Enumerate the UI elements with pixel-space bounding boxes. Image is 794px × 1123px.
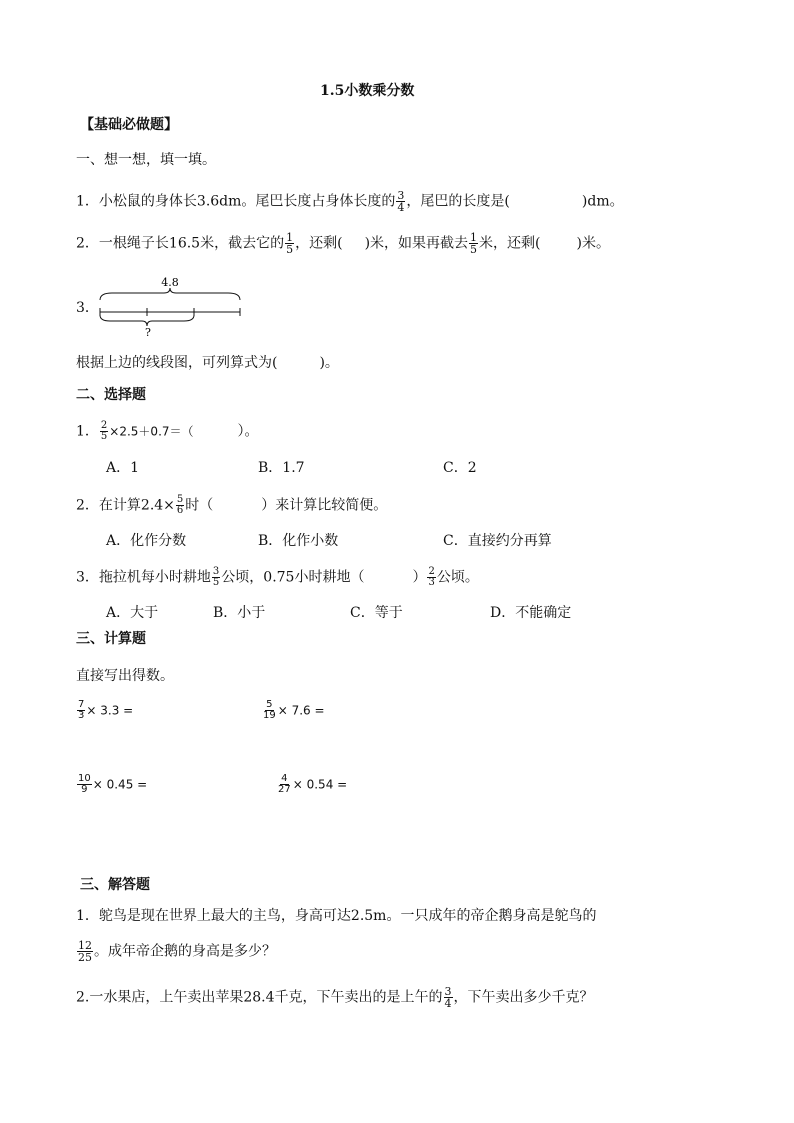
s2q3-text: 3．拖拉机每小时耕地 bbox=[76, 569, 211, 586]
s1-question1 bbox=[76, 190, 624, 213]
s1q1-text: 1．小松鼠的身体长3.6dm。尾巴长度占身体长度的 bbox=[76, 193, 396, 210]
fraction: $\frac{4}{27}$ bbox=[278, 773, 291, 795]
top-brace bbox=[100, 288, 240, 300]
s1q2-text: 2．一根绳子长16.5米，截去它的 bbox=[76, 235, 285, 252]
section3-heading: 三、计算题 bbox=[76, 631, 146, 647]
calc-expr: × 3.3 = bbox=[86, 703, 134, 718]
option-c[interactable]: C．直接约分再算 bbox=[443, 533, 552, 549]
s4-question2 bbox=[76, 986, 594, 1009]
s2q1-label: 1． bbox=[76, 423, 99, 440]
fraction: $\frac{3}{5}$ bbox=[212, 566, 220, 588]
s1q2-text-mid2: )米，如果再截去 bbox=[364, 235, 469, 252]
s1q2-text-mid1: ，还剩( bbox=[295, 235, 343, 252]
s2-question2 bbox=[76, 495, 387, 516]
calc-expr: × 0.54 = bbox=[292, 777, 348, 792]
fraction: $\frac{12}{25}$ bbox=[78, 939, 92, 964]
bottom-brace bbox=[100, 315, 194, 326]
fraction: $\frac{2}{3}$ bbox=[428, 566, 435, 588]
fraction: $\frac{1}{5}$ bbox=[470, 231, 478, 256]
s2q2-text-end: ）来计算比较简便。 bbox=[261, 497, 388, 514]
fraction: $\frac{5}{6}$ bbox=[176, 494, 184, 516]
calc-item bbox=[276, 774, 347, 795]
page-title: 1.5小数乘分数 bbox=[320, 83, 415, 99]
calc-item bbox=[76, 700, 133, 721]
s4q1-line2 bbox=[76, 940, 276, 963]
calc-expr: × 0.45 = bbox=[92, 777, 148, 792]
segment-diagram bbox=[96, 272, 246, 342]
fraction: $\frac{2}{5}$ bbox=[100, 420, 108, 442]
option-c[interactable]: C．等于 bbox=[350, 605, 403, 621]
s1-question2 bbox=[76, 232, 610, 255]
fraction: $\frac{7}{3}$ bbox=[78, 699, 85, 721]
basic-header: 【基础必做题】 bbox=[80, 117, 178, 133]
s4q1-line1: 1．鸵鸟是现在世界上最大的主鸟，身高可达2.5m。一只成年的帝企鹅身高是鸵鸟的 bbox=[76, 908, 597, 924]
section3-intro: 直接写出得数。 bbox=[76, 668, 174, 684]
s2q3-text-mid1: 公顷，0.75小时耕地（ bbox=[221, 569, 365, 586]
section2-heading: 二、选择题 bbox=[76, 387, 146, 403]
option-b[interactable]: B．小于 bbox=[213, 605, 266, 621]
option-a[interactable]: A．化作分数 bbox=[106, 533, 187, 549]
s1q3-text: 根据上边的线段图，可列算式为( )。 bbox=[76, 355, 339, 371]
segment-bottom-label: ? bbox=[145, 326, 151, 339]
s2-question3 bbox=[76, 567, 479, 588]
s4q2-text-end: ，下午卖出多少千克？ bbox=[453, 989, 594, 1006]
option-d[interactable]: D．不能确定 bbox=[490, 605, 572, 621]
fraction: $\frac{5}{19}$ bbox=[263, 699, 276, 721]
section4-heading: 三、解答题 bbox=[80, 877, 150, 893]
s2q2-text: 2．在计算2.4× bbox=[76, 497, 175, 514]
fraction: $\frac{1}{5}$ bbox=[286, 231, 294, 256]
calc-item bbox=[261, 700, 325, 721]
calc-expr: × 7.6 = bbox=[277, 703, 325, 718]
s2q3-text-mid2: ） bbox=[412, 569, 427, 586]
s1q2-text-mid3: 米，还剩( bbox=[479, 235, 541, 252]
fraction: $\frac{3}{4}$ bbox=[444, 985, 452, 1010]
segment-top-label: 4.8 bbox=[161, 276, 179, 289]
option-b[interactable]: B．化作小数 bbox=[258, 533, 339, 549]
s4q1-line2-text: 。成年帝企鹅的身高是多少？ bbox=[94, 943, 276, 960]
s1q1-text-end: )dm。 bbox=[581, 193, 624, 210]
s2q1-expr: ×2.5＋0.7＝（ bbox=[109, 424, 194, 439]
option-a[interactable]: A．大于 bbox=[106, 605, 159, 621]
section1-heading: 一、想一想，填一填。 bbox=[76, 152, 216, 168]
s2q1-end: ）。 bbox=[237, 423, 259, 440]
fraction: $\frac{10}{9}$ bbox=[78, 773, 91, 795]
s2q2-text-mid: 时（ bbox=[185, 497, 214, 514]
s1q2-text-end: )米。 bbox=[576, 235, 610, 252]
option-c[interactable]: C．2 bbox=[443, 460, 477, 476]
s4q2-text: 2.一水果店，上午卖出苹果28.4千克，下午卖出的是上午的 bbox=[76, 989, 443, 1006]
fraction: $\frac{3}{4}$ bbox=[397, 189, 405, 214]
s2-question1 bbox=[76, 421, 259, 442]
s1q3-label: 3． bbox=[76, 300, 99, 316]
calc-item bbox=[76, 774, 147, 795]
s2q3-text-end: 公顷。 bbox=[436, 569, 479, 586]
option-a[interactable]: A．1 bbox=[106, 460, 140, 476]
s1q1-text-mid: ，尾巴的长度是( bbox=[406, 193, 510, 210]
option-b[interactable]: B．1.7 bbox=[258, 460, 305, 476]
